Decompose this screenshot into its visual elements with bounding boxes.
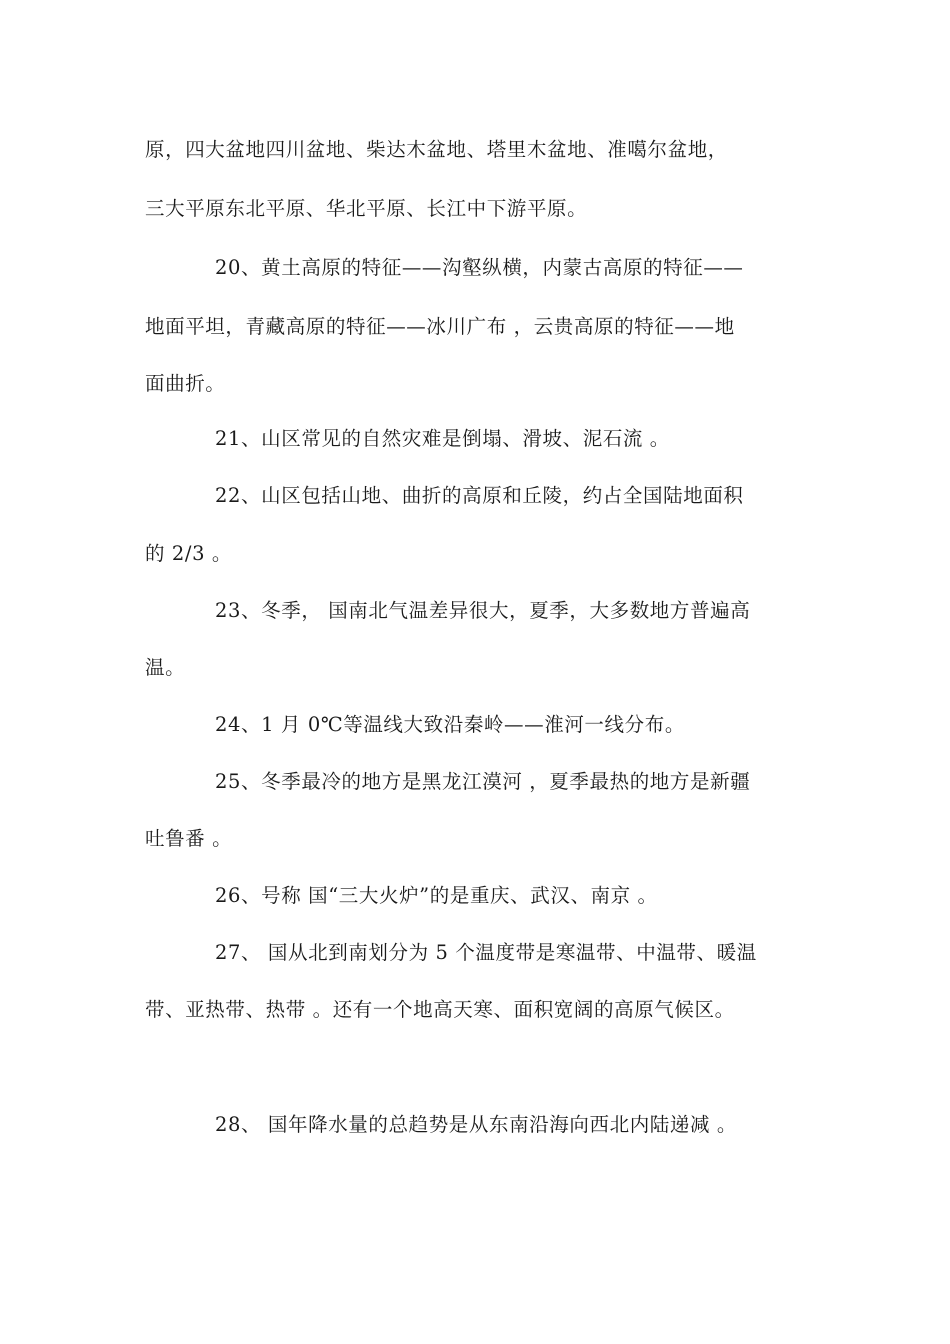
text-line: 原，四大盆地四川盆地、柴达木盆地、塔里木盆地、准噶尔盆地，	[145, 138, 728, 161]
text-line: 23、冬季， 国南北气温差异很大，夏季，大多数地方普遍高	[215, 599, 751, 622]
text-line: 22、山区包括山地、曲折的高原和丘陵，约占全国陆地面积	[215, 484, 744, 507]
text-line: 28、 国年降水量的总趋势是从东南沿海向西北内陆递减 。	[215, 1113, 738, 1136]
text-line: 21、山区常见的自然灾难是倒塌、滑坡、泥石流 。	[215, 427, 670, 450]
text-line: 24、1 月 0℃等温线大致沿秦岭——淮河一线分布。	[215, 713, 685, 736]
text-line: 面曲折。	[145, 372, 226, 395]
text-line: 的 2/3 。	[145, 542, 232, 565]
text-line: 温。	[145, 656, 186, 679]
text-line: 26、号称 国“三大火炉”的是重庆、武汉、南京 。	[215, 884, 658, 907]
text-line: 20、黄土高原的特征——沟壑纵横，内蒙古高原的特征——	[215, 256, 744, 279]
text-line: 25、冬季最冷的地方是黑龙江漠河 ，夏季最热的地方是新疆	[215, 770, 751, 793]
text-line: 带、亚热带、热带 。还有一个地高天寒、面积宽阔的高原气候区。	[145, 998, 735, 1021]
text-line: 吐鲁番 。	[145, 827, 233, 850]
text-line: 地面平坦，青藏高原的特征——冰川广布 ，云贵高原的特征——地	[145, 315, 735, 338]
text-line: 27、 国从北到南划分为 5 个温度带是寒温带、中温带、暖温	[215, 941, 757, 964]
text-line: 三大平原东北平原、华北平原、长江中下游平原。	[145, 197, 588, 220]
